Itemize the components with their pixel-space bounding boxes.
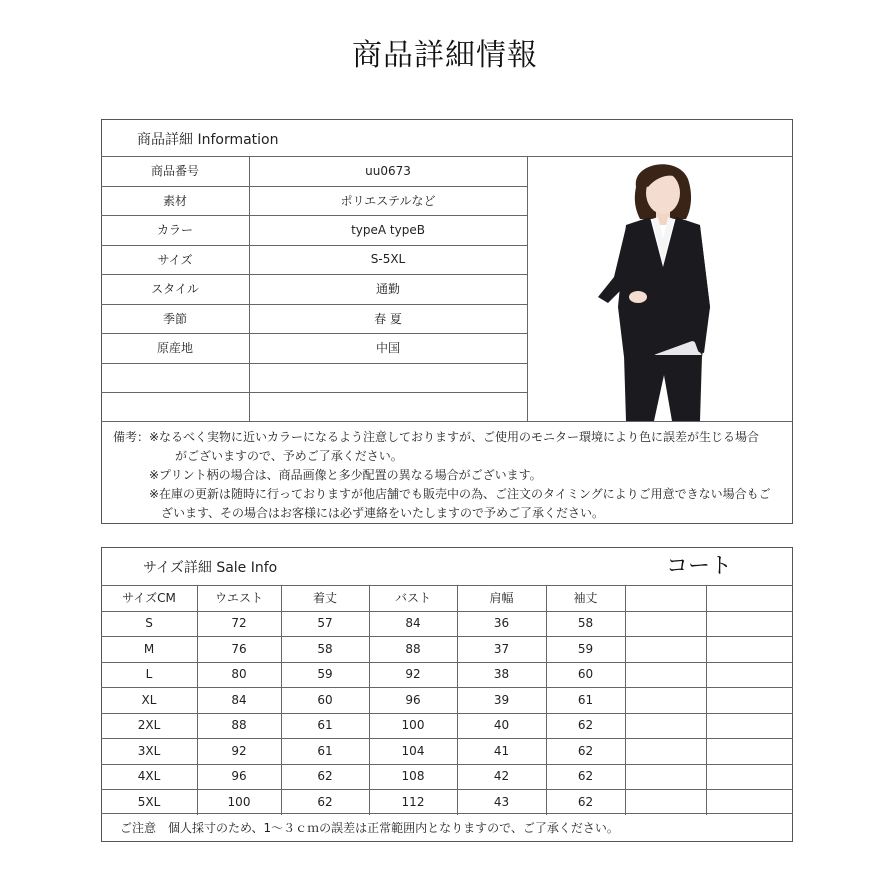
size-column-header: サイズCM xyxy=(122,591,176,606)
note-line: ※プリント柄の場合は、商品画像と多少配置の異なる場合がございます。 xyxy=(149,468,542,482)
size-column-header: ウエスト xyxy=(214,591,263,606)
size-cell xyxy=(706,687,793,713)
info-value: ポリエステルなど xyxy=(340,193,436,208)
size-cell: 88 xyxy=(405,641,421,656)
size-cell: 92 xyxy=(231,743,247,758)
page-title: 商品詳細情報 xyxy=(352,38,538,73)
size-column-header: 袖丈 xyxy=(573,591,598,606)
size-cell: 62 xyxy=(577,718,594,733)
size-cell: 58 xyxy=(317,641,333,656)
size-cell: 58 xyxy=(577,616,594,631)
info-label: 原産地 xyxy=(156,341,193,356)
size-cell xyxy=(706,662,793,688)
size-cell: 100 xyxy=(401,718,425,733)
info-label: 商品番号 xyxy=(150,164,199,179)
size-cell: M xyxy=(143,641,155,656)
note-line: ざいます、その場合はお客様には必ず連絡をいたしますので予めご了承ください。 xyxy=(161,506,605,520)
size-cell: 61 xyxy=(577,692,594,707)
size-cell xyxy=(706,713,793,739)
size-cell xyxy=(706,611,793,637)
size-cell xyxy=(625,636,706,662)
info-value xyxy=(249,363,527,393)
info-value: 通勤 xyxy=(375,282,400,297)
size-cell xyxy=(706,764,793,790)
size-cell: 59 xyxy=(317,667,333,682)
size-column-header: 肩幅 xyxy=(489,591,514,606)
size-cell: 43 xyxy=(493,794,510,809)
size-cell: 40 xyxy=(493,718,510,733)
size-cell: 2XL xyxy=(137,718,161,733)
size-cell: L xyxy=(145,667,153,682)
size-cell xyxy=(625,738,706,764)
size-cell: 4XL xyxy=(137,769,161,784)
size-cell xyxy=(706,738,793,764)
size-cell: 5XL xyxy=(137,794,161,809)
size-cell: 57 xyxy=(317,616,333,631)
note-line: ※在庫の更新は随時に行っておりますが他店舗でも販売中の為、ご注文のタイミングによりご用意できない場合もご xyxy=(149,487,771,501)
size-cell xyxy=(706,636,793,662)
size-cell: 92 xyxy=(405,667,421,682)
size-cell: 84 xyxy=(405,616,421,631)
size-cell: 60 xyxy=(577,667,594,682)
size-cell xyxy=(625,611,706,637)
size-cell: 100 xyxy=(227,794,251,809)
size-cell: 41 xyxy=(493,743,510,758)
size-cell: 59 xyxy=(577,641,594,656)
size-cell: 88 xyxy=(231,718,247,733)
product-photo xyxy=(528,157,792,421)
info-value: typeA typeB xyxy=(351,222,425,237)
size-cell: 62 xyxy=(577,794,594,809)
info-value: 中国 xyxy=(375,341,400,356)
info-label: 素材 xyxy=(162,193,187,208)
item-label: コート xyxy=(666,553,733,579)
info-label xyxy=(101,392,249,422)
size-cell xyxy=(625,764,706,790)
size-cell: 62 xyxy=(317,769,333,784)
note-line: 備考：※なるべく実物に近いカラーになるよう注意しておりますが、ご使用のモニター環境により色に誤差が生じる場合 xyxy=(113,430,760,444)
size-cell: 112 xyxy=(401,794,425,809)
size-cell xyxy=(625,713,706,739)
size-cell: 62 xyxy=(577,743,594,758)
size-cell: 60 xyxy=(317,692,333,707)
info-label xyxy=(101,363,249,393)
size-footnote: ご注意 個人採寸のため、1～３ｃｍの誤差は正常範囲内となりますので、ご了承ください。 xyxy=(120,820,619,835)
size-cell: 84 xyxy=(231,692,247,707)
info-label: サイズ xyxy=(157,252,193,267)
size-cell xyxy=(625,687,706,713)
size-cell: 76 xyxy=(231,641,247,656)
size-cell: 39 xyxy=(493,692,510,707)
size-cell: 96 xyxy=(231,769,247,784)
info-label: スタイル xyxy=(151,282,199,297)
info-value: 春 夏 xyxy=(374,311,402,326)
size-column-header xyxy=(706,585,793,611)
size-column-header xyxy=(625,585,706,611)
size-cell: 42 xyxy=(493,769,510,784)
size-cell: 3XL xyxy=(137,743,161,758)
size-cell: 61 xyxy=(317,718,333,733)
size-cell: S xyxy=(145,616,153,631)
size-cell: 37 xyxy=(493,641,510,656)
size-cell: 108 xyxy=(401,769,425,784)
size-cell xyxy=(706,789,793,815)
size-cell: XL xyxy=(141,692,157,707)
info-value: uu0673 xyxy=(365,163,411,178)
size-cell: 61 xyxy=(317,743,333,758)
notes-block xyxy=(113,428,783,523)
info-value: S-5XL xyxy=(370,252,406,267)
size-column-header: 着丈 xyxy=(312,591,337,606)
size-cell: 96 xyxy=(405,692,421,707)
info-value xyxy=(249,392,527,422)
size-cell: 62 xyxy=(317,794,333,809)
size-cell: 80 xyxy=(231,667,247,682)
size-cell xyxy=(625,789,706,815)
size-cell: 36 xyxy=(493,616,510,631)
info-label: 季節 xyxy=(162,311,187,326)
info-header: 商品詳細 Information xyxy=(137,132,279,148)
size-cell xyxy=(625,662,706,688)
info-label: カラー xyxy=(156,223,193,238)
size-cell: 72 xyxy=(231,616,247,631)
size-cell: 104 xyxy=(401,743,425,758)
size-cell: 62 xyxy=(577,769,594,784)
size-header: サイズ詳細 Sale Info xyxy=(143,560,278,576)
size-cell: 38 xyxy=(493,667,510,682)
size-column-header: バスト xyxy=(394,591,431,606)
note-line: がございますので、予めご了承ください。 xyxy=(175,449,403,463)
